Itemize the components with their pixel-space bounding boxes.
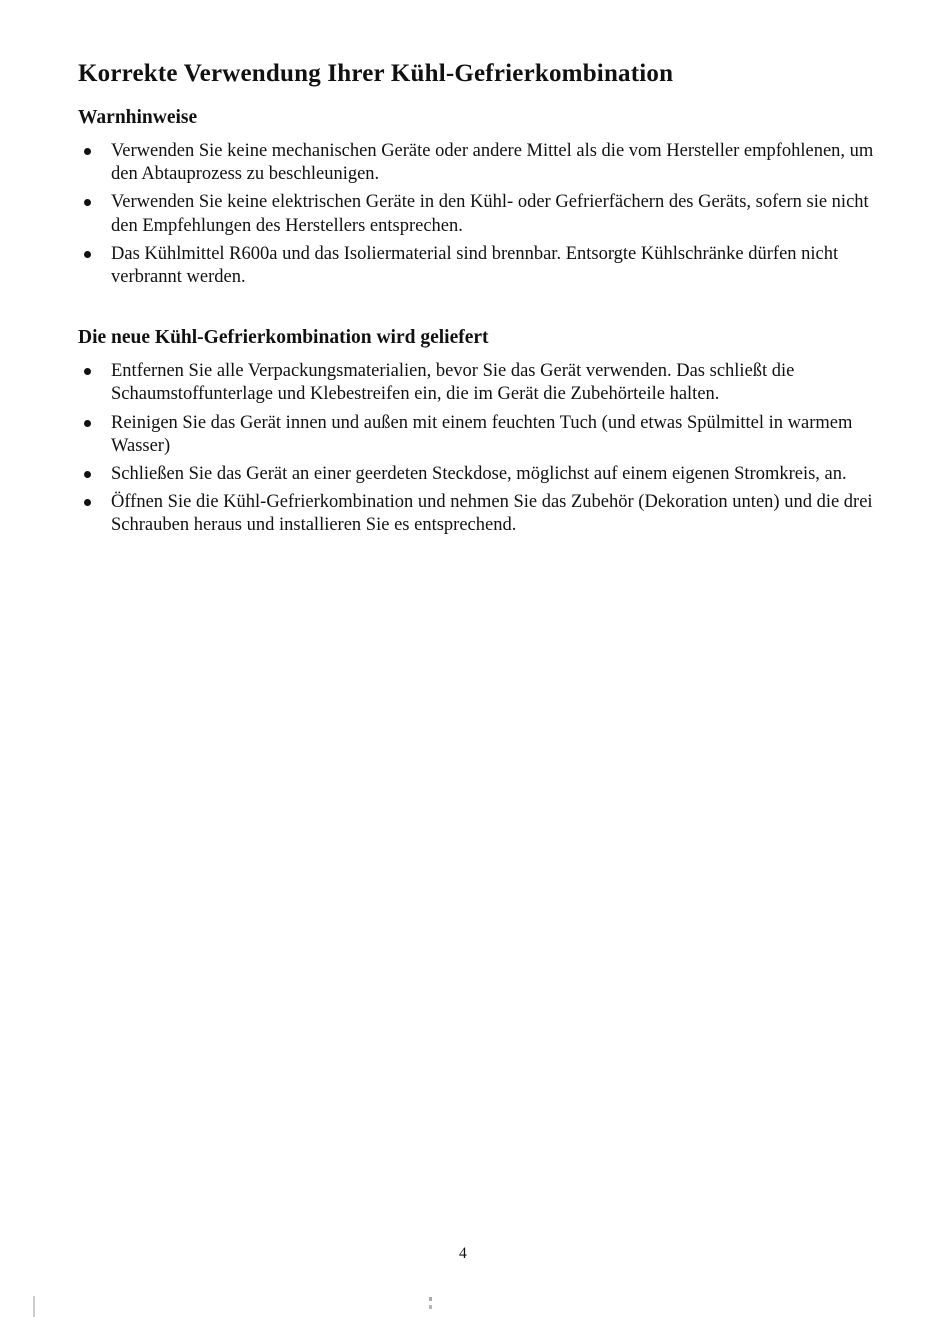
scan-artifact [33, 1296, 35, 1317]
delivery-list [78, 360, 888, 537]
list-item: Verwenden Sie keine mechanischen Geräte oder andere Mittel als die vom Hersteller empfohlenen, um den Abtauprozess zu beschleunigen. [78, 140, 888, 186]
list-item: Schließen Sie das Gerät an einer geerdeten Steckdose, möglichst auf einem eigenen Stromkreis, an. [78, 463, 888, 486]
page-title: Korrekte Verwendung Ihrer Kühl-Gefrierkombination [78, 60, 674, 87]
list-item: Verwenden Sie keine elektrischen Geräte in den Kühl- oder Gefrierfächern des Geräts, sofern sie nicht den Empfehlungen des Herstellers entsprechen. [78, 191, 888, 237]
section-heading-delivery: Die neue Kühl-Gefrierkombination wird geliefert [78, 327, 489, 349]
scan-artifact [429, 1297, 432, 1301]
list-item: Das Kühlmittel R600a und das Isoliermaterial sind brennbar. Entsorgte Kühlschränke dürfen nicht verbrannt werden. [78, 243, 888, 289]
section-heading-warnhinweise: Warnhinweise [78, 107, 198, 128]
list-item: Entfernen Sie alle Verpackungsmaterialien, bevor Sie das Gerät verwenden. Das schließt die Schaumstoffunterlage und Klebestreifen ein, die im Gerät die Zubehörteile halten. [78, 360, 888, 406]
page-number: 4 [459, 1245, 467, 1262]
list-item: Reinigen Sie das Gerät innen und außen mit einem feuchten Tuch (und etwas Spülmittel in warmem Wasser) [78, 412, 888, 458]
list-item: Öffnen Sie die Kühl-Gefrierkombination und nehmen Sie das Zubehör (Dekoration unten) und die drei Schrauben heraus und installieren Sie es entsprechend. [78, 491, 888, 537]
warning-list [78, 140, 888, 289]
